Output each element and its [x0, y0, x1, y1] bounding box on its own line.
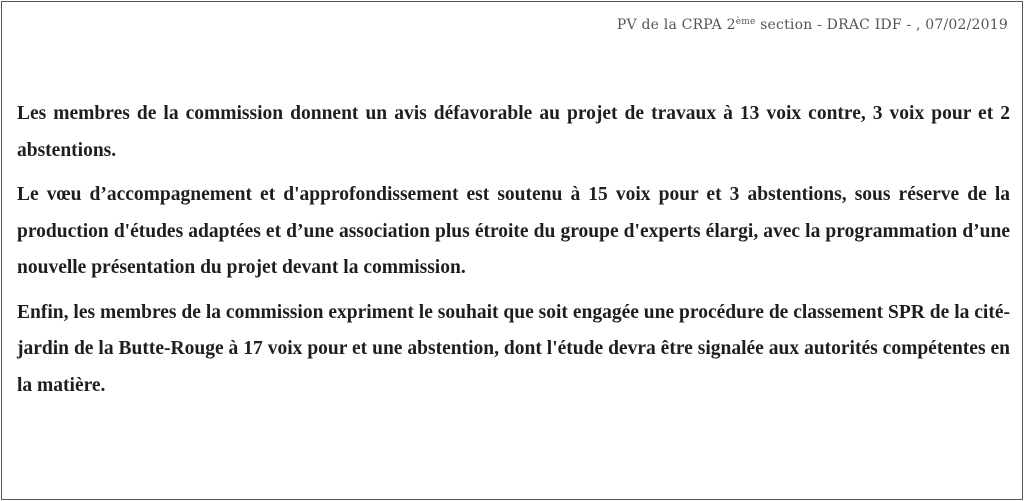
header-superscript: ème — [735, 17, 756, 27]
paragraph-vote-result: Les membres de la commission donnent un avis défavorable au projet de travaux à 13 voix contre, 3 voix pour et 2 abstentions. — [17, 103, 1010, 161]
document-body — [17, 96, 1010, 404]
header-prefix: PV de la CRPA 2 — [616, 17, 736, 33]
paragraph-voeu: Le vœu d’accompagnement et d'approfondissement est soutenu à 15 voix pour et 3 abstentions, sous réserve de la production d'études adaptées et d’une association plus étroite du groupe d'experts élargi, avec la programmation d’une nouvelle présentation du projet devant la commission. — [17, 184, 1010, 278]
paragraph-classement-spr: Enfin, les membres de la commission expriment le souhait que soit engagée une procédure de classement SPR de la cité-jardin de la Butte-Rouge à 17 voix pour et une abstention, dont l'étude devra être signalée aux autorités compétentes en la matière. — [17, 301, 1010, 396]
document-page — [1, 1, 1023, 500]
header-suffix: section - DRAC IDF - , 07/02/2019 — [755, 17, 1008, 33]
document-header — [617, 17, 1008, 33]
